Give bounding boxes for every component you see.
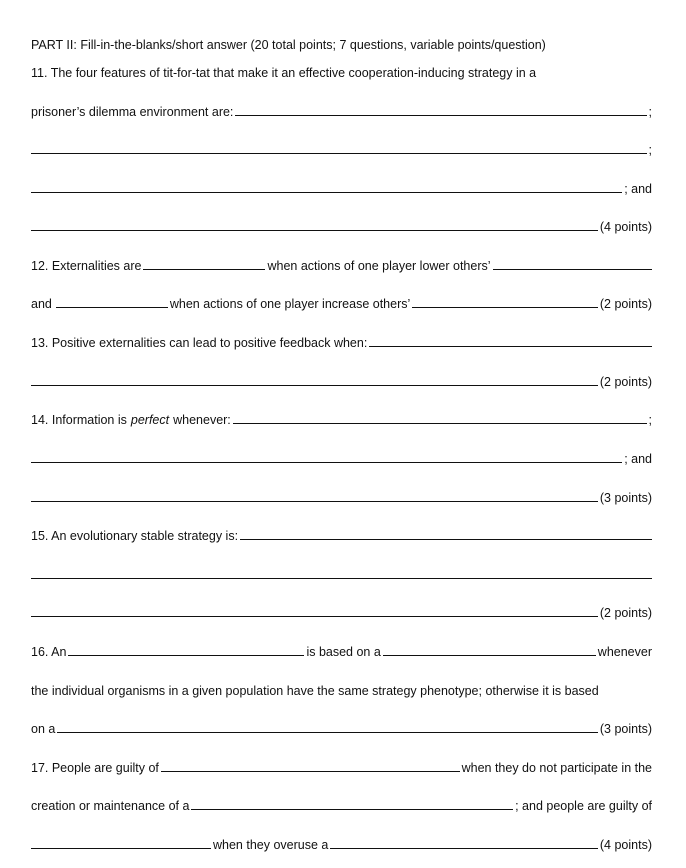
q14-text-after: whenever: <box>173 413 231 427</box>
q15-blank-2[interactable] <box>31 577 652 579</box>
q17-points: (4 points) <box>599 838 652 852</box>
q17-blank-1[interactable] <box>161 770 460 772</box>
q17-blank-4[interactable] <box>330 847 598 849</box>
q11-semicolon-1: ; <box>648 105 652 119</box>
q15-points: (2 points) <box>599 606 652 620</box>
q13-line-1 <box>31 334 652 350</box>
q12-blank-2[interactable] <box>493 268 652 270</box>
q11-line-1 <box>31 103 652 119</box>
q12-mid: when actions of one player lower others’ <box>267 259 491 273</box>
part-heading: PART II: Fill-in-the-blanks/short answer (20 total points; 7 questions, variable points/question) <box>31 38 546 52</box>
q11-line-3 <box>31 180 652 196</box>
q15-blank-1[interactable] <box>240 538 652 540</box>
q17-line3-mid: when they overuse a <box>213 838 329 852</box>
q15-line-1 <box>31 527 652 543</box>
q14-line-2 <box>31 450 652 466</box>
q14-line-3 <box>31 489 652 505</box>
q16-start: 16. An <box>31 645 67 659</box>
q11-semicolon-2: ; <box>648 143 652 157</box>
part-heading-line <box>31 36 652 52</box>
q17-blank-3[interactable] <box>31 847 211 849</box>
q17-line-2 <box>31 797 652 813</box>
q11-line-2 <box>31 141 652 157</box>
q13-blank-2[interactable] <box>31 384 598 386</box>
q14-blank-2[interactable] <box>31 461 622 463</box>
q17-end: when they do not participate in the <box>461 761 652 775</box>
q16-line3-start: on a <box>31 722 56 736</box>
q11-intro-line <box>31 64 652 80</box>
q16-blank-3[interactable] <box>57 731 598 733</box>
q14-points: (3 points) <box>599 491 652 505</box>
q16-blank-1[interactable] <box>68 654 304 656</box>
q12-points: (2 points) <box>599 297 652 311</box>
q11-blank-3[interactable] <box>31 191 622 193</box>
q13-blank-1[interactable] <box>369 345 652 347</box>
q15-text: 15. An evolutionary stable strategy is: <box>31 529 239 543</box>
q16-line2: the individual organisms in a given population have the same strategy phenotype; otherwise it is based <box>31 684 599 698</box>
q12-line-1 <box>31 257 652 273</box>
q12-mid2: when actions of one player increase others’ <box>169 297 411 311</box>
q13-points: (2 points) <box>599 375 652 389</box>
q17-line2-end: ; and people are guilty of <box>515 799 652 813</box>
q11-blank-2[interactable] <box>31 152 647 154</box>
q11-and: ; and <box>624 182 652 196</box>
q14-text-before: 14. Information is <box>31 413 127 427</box>
q12-and: and <box>31 297 52 311</box>
q15-line-3 <box>31 604 652 620</box>
q17-line-1 <box>31 759 652 775</box>
q16-points: (3 points) <box>599 722 652 736</box>
q11-line-4 <box>31 218 652 234</box>
q11-blank-4[interactable] <box>31 229 598 231</box>
q11-intro: 11. The four features of tit-for-tat that make it an effective cooperation-inducing strategy in a <box>31 66 537 80</box>
q12-blank-1[interactable] <box>143 268 265 270</box>
q13-text: 13. Positive externalities can lead to positive feedback when: <box>31 336 368 350</box>
q14-blank-3[interactable] <box>31 500 598 502</box>
q16-end: whenever <box>597 645 652 659</box>
q14-and: ; and <box>624 452 652 466</box>
q12-blank-3[interactable] <box>56 306 168 308</box>
q11-blank-1[interactable] <box>235 114 646 116</box>
q17-line-3 <box>31 836 652 852</box>
q11-points: (4 points) <box>599 220 652 234</box>
q16-mid: is based on a <box>306 645 381 659</box>
q14-text-italic: perfect <box>130 413 170 427</box>
q12-line-2 <box>31 295 652 311</box>
q14-blank-1[interactable] <box>233 422 647 424</box>
q13-line-2 <box>31 373 652 389</box>
q12-blank-4[interactable] <box>412 306 598 308</box>
q16-line-1 <box>31 643 652 659</box>
q17-start: 17. People are guilty of <box>31 761 159 775</box>
q17-blank-2[interactable] <box>191 808 513 810</box>
q16-line-3 <box>31 720 652 736</box>
q12-start: 12. Externalities are <box>31 259 142 273</box>
q15-line-2 <box>31 566 652 582</box>
q11-line1-text: prisoner’s dilemma environment are: <box>31 105 234 119</box>
q14-semicolon: ; <box>648 413 652 427</box>
q16-blank-2[interactable] <box>383 654 596 656</box>
q14-line-1 <box>31 411 652 427</box>
q17-line2-start: creation or maintenance of a <box>31 799 190 813</box>
q15-blank-3[interactable] <box>31 615 598 617</box>
q16-line-2 <box>31 682 652 698</box>
